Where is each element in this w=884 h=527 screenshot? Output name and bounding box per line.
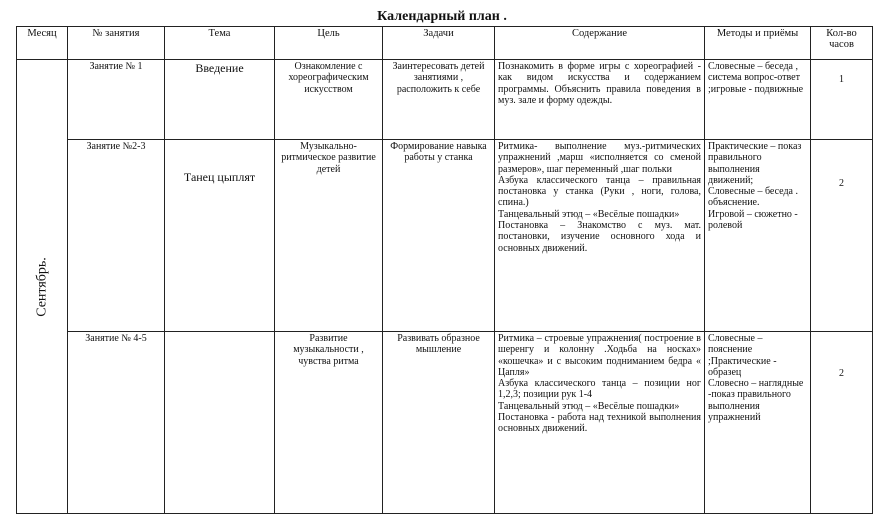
table-row (17, 332, 873, 514)
lesson-cell: Занятие № 4-5 (68, 332, 165, 514)
hours-cell: 2 (811, 332, 873, 514)
hours-cell: 1 (811, 60, 873, 140)
content-cell (495, 140, 705, 332)
hours-cell: 2 (811, 140, 873, 332)
content-line: Познакомить в форме игры с хореографией - как видом искусства и содержанием программы. Объяснить правила поведения в муз. зале и форму одежды. (498, 61, 701, 106)
header-row (17, 27, 873, 60)
header-theme: Тема (165, 27, 275, 60)
methods-line: Словесные – беседа , система вопрос-ответ ;игровые - подвижные (708, 61, 804, 95)
methods-line: Игровой – сюжетно - ролевой (708, 208, 798, 232)
theme-cell: Введение (165, 60, 275, 140)
lesson-cell: Занятие №2-3 (68, 140, 165, 332)
content-line: Ритмика- выполнение муз.-ритмических упражнений ,марш «исполняется со сменой размеров», шаг переменный ,шаг польки (498, 141, 701, 175)
lesson-cell: Занятие № 1 (68, 60, 165, 140)
content-line: Постановка - работа над техникой выполнения основных движений. (498, 412, 701, 435)
methods-line: Практические – показ правильного выполнения движений; (708, 141, 802, 186)
content-cell (495, 332, 705, 514)
goal-cell: Развитие музыкальности , чувства ритма (275, 332, 383, 514)
content-line: Танцевальный этюд – «Весёлые пошадки» (498, 208, 680, 220)
tasks-cell: Заинтересовать детей занятиями , расположить к себе (383, 60, 495, 140)
header-content: Содержание (495, 27, 705, 60)
calendar-plan-table (16, 26, 873, 514)
table-row (17, 140, 873, 332)
document-title: Календарный план . (377, 9, 507, 24)
header-goal: Цель (275, 27, 383, 60)
theme-cell (165, 332, 275, 514)
month-label: Сентябрь. (34, 256, 50, 317)
methods-cell (705, 332, 811, 514)
tasks-cell: Развивать образное мышление (383, 332, 495, 514)
methods-cell (705, 60, 811, 140)
content-line: Ритмика – строевые упражнения( построение в шеренгу и колонну .Ходьба на носках» «кошечка» и с высоким подниманием бедра « Цапля» (498, 333, 701, 378)
content-cell (495, 60, 705, 140)
month-cell (17, 60, 68, 514)
methods-line: Словесно – наглядные -показ правильного выполнения упражнений (708, 378, 804, 424)
table-row (17, 60, 873, 140)
theme-cell: Танец цыплят (165, 140, 275, 332)
header-hours: Кол-во часов (811, 27, 873, 60)
content-line: Танцевальный этюд – «Весёлые пошадки» (498, 400, 680, 412)
goal-cell: Ознакомление с хореографическим искусством (275, 60, 383, 140)
goal-cell: Музыкально-ритмическое развитие детей (275, 140, 383, 332)
header-month: Месяц (17, 27, 68, 60)
header-tasks: Задачи (383, 27, 495, 60)
content-line: Азбука классического танца – правильная постановка у станка (Руки , ноги, голова, спина.) (498, 174, 701, 209)
content-line: Постановка – Знакомство с муз. мат. постановки, изучение основного хода и основных движений. (498, 220, 701, 254)
header-methods: Методы и приёмы (705, 27, 811, 60)
methods-line: Словесные – пояснение ;Практические - образец (708, 333, 777, 378)
header-lesson-number: № занятия (68, 27, 165, 60)
methods-cell (705, 140, 811, 332)
tasks-cell: Формирование навыка работы у станка (383, 140, 495, 332)
methods-line: Словесные – беседа . объяснение. (708, 186, 798, 209)
content-line: Азбука классического танца – позиции ног 1,2,3; позиции рук 1-4 (498, 378, 701, 401)
